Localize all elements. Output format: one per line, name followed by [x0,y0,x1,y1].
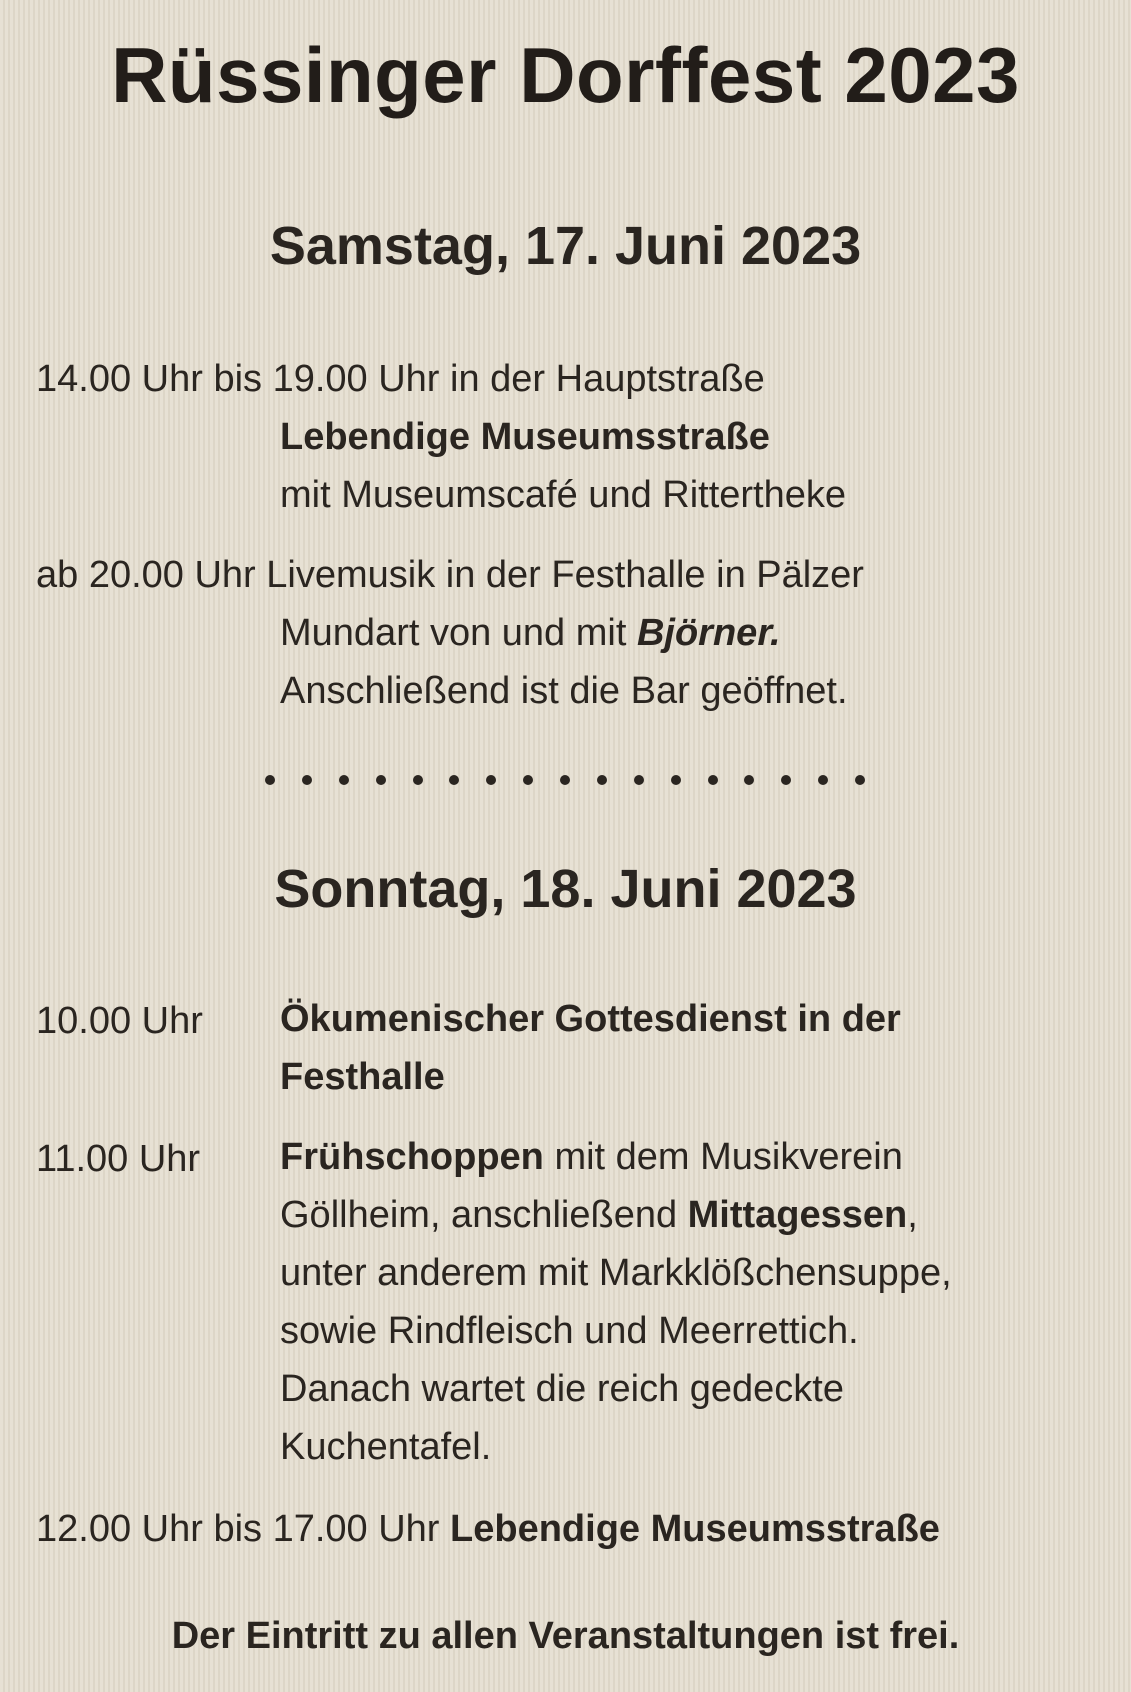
divider-dot [781,775,791,785]
divider-dot [855,775,865,785]
free-entry-note: Der Eintritt zu allen Veranstaltungen ist frei. [171,1615,960,1657]
divider-dot [818,775,828,785]
saturday-event2-line2 [280,614,781,652]
sunday-event2-line5: Danach wartet die reich gedeckte [280,1368,844,1410]
divider-dot [376,775,386,785]
sunday-event3 [36,1510,940,1548]
sunday-event2-line6: Kuchentafel. [280,1426,492,1468]
divider-dot [671,775,681,785]
saturday-event2-line3: Anschließend ist die Bar geöffnet. [280,670,848,712]
saturday-event2-prefix: Mundart von und mit [280,612,637,654]
divider-dot [413,775,423,785]
divider-dot [449,775,459,785]
divider-dot [597,775,607,785]
fruehschoppen-label: Frühschoppen [280,1136,544,1178]
mittagessen-label: Mittagessen [687,1194,908,1236]
sunday-event3-title: Lebendige Museumsstraße [450,1508,940,1550]
divider-dot [339,775,349,785]
divider-dot [744,775,754,785]
divider-dot [708,775,718,785]
sunday-event3-time: 12.00 Uhr bis 17.00 Uhr [36,1508,451,1550]
sunday-event2-line2-suffix: , [907,1194,918,1236]
sunday-event2-line1-rest: mit dem Musikverein [543,1136,903,1178]
divider-dot [302,775,312,785]
saturday-event1-detail: mit Museumscafé und Rittertheke [280,474,847,516]
divider-dot [523,775,533,785]
artist-name: Björner. [636,612,781,654]
sunday-event1-desc [280,990,901,1106]
sunday-event1-line1: Ökumenischer Gottesdienst in der [280,998,901,1040]
page-title: Rüssinger Dorffest 2023 [111,31,1020,119]
sunday-event1-time: 10.00 Uhr [36,1000,203,1042]
sunday-event2-time: 11.00 Uhr [36,1138,201,1180]
sunday-event2-line4: sowie Rindfleisch und Meerrettich. [280,1310,859,1352]
divider-dot [486,775,496,785]
sunday-event2-desc [280,1128,952,1476]
sunday-event2-line3: unter anderem mit Markklößchensuppe, [280,1252,952,1294]
divider-dot [560,775,570,785]
divider-dot [634,775,644,785]
dotted-divider [265,770,865,790]
sunday-heading: Sonntag, 18. Juni 2023 [274,859,857,919]
divider-dot [265,775,275,785]
saturday-event1-title: Lebendige Museumsstraße [280,416,770,458]
saturday-event2-time: ab 20.00 Uhr Livemusik in der Festhalle in Pälzer [36,554,864,596]
sunday-event2-line1 [280,1128,952,1186]
sunday-event1-line2: Festhalle [280,1056,445,1098]
saturday-event1-time: 14.00 Uhr bis 19.00 Uhr in der Hauptstraße [36,358,765,400]
sunday-event2-line2-prefix: Göllheim, anschließend [280,1194,688,1236]
sunday-event2-line2 [280,1186,952,1244]
saturday-heading: Samstag, 17. Juni 2023 [269,216,862,276]
